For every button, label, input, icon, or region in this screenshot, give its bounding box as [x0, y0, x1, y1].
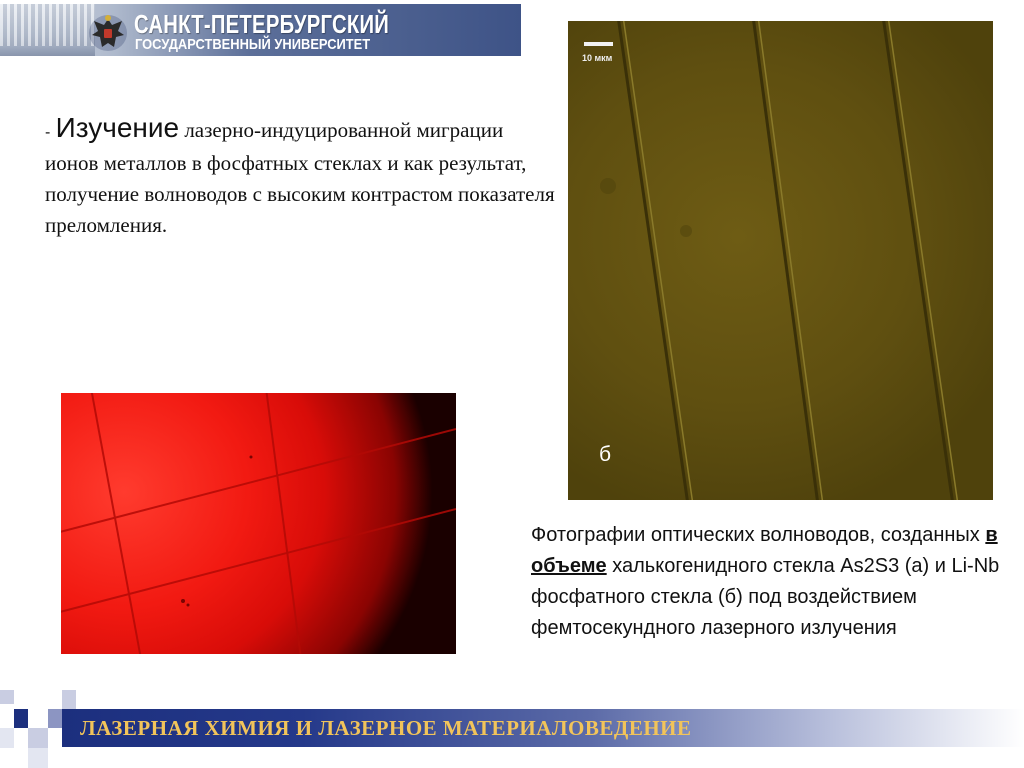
waveguide-photo-a: [61, 393, 456, 654]
university-banner: [0, 4, 521, 56]
scale-label: 10 мкм: [582, 53, 613, 63]
caption-emphasis: в объеме: [531, 524, 998, 577]
intro-text: лазерно-индуцированной миграции ионов металлов в фосфатных стеклах и как результат, получение волноводов с высоким контрастом показателя преломления.: [45, 118, 555, 237]
footer-title: ЛАЗЕРНАЯ ХИМИЯ И ЛАЗЕРНОЕ МАТЕРИАЛОВЕДЕНИЕ: [80, 716, 692, 740]
university-name-line2: ГОСУДАРСТВЕННЫЙ УНИВЕРСИТЕТ: [135, 36, 371, 53]
university-building-image: [0, 4, 95, 56]
intro-lead-word: Изучение: [55, 112, 180, 143]
decor-square: [48, 709, 62, 728]
decor-square: [28, 704, 48, 728]
university-name-line1: САНКТ-ПЕТЕРБУРГСКИЙ: [134, 9, 390, 39]
panel-label-b: б: [599, 443, 612, 466]
scale-bar: [584, 42, 613, 46]
decor-square: [62, 690, 76, 709]
intro-dash: -: [45, 124, 51, 141]
double-headed-eagle-icon: [86, 11, 130, 53]
decor-square: [0, 728, 14, 748]
decor-square: [28, 728, 48, 748]
caption-text-2: халькогенидного стекла As2S3 (а) и Li-Nb фосфатного стекла (б) под воздействием фемтосекундного лазерного излучения: [531, 555, 1000, 639]
footer-bar: [0, 690, 1024, 768]
decor-square: [0, 690, 14, 704]
decor-square: [14, 709, 28, 728]
caption-text-1: Фотографии оптических волноводов, созданных: [531, 524, 986, 546]
decor-square: [28, 748, 48, 768]
waveguide-photo-b: [568, 21, 993, 500]
photo-caption: [531, 520, 1011, 644]
waveguide-lines-b: [568, 21, 993, 500]
intro-paragraph: [45, 112, 555, 241]
waveguide-lines-a: [61, 393, 456, 654]
